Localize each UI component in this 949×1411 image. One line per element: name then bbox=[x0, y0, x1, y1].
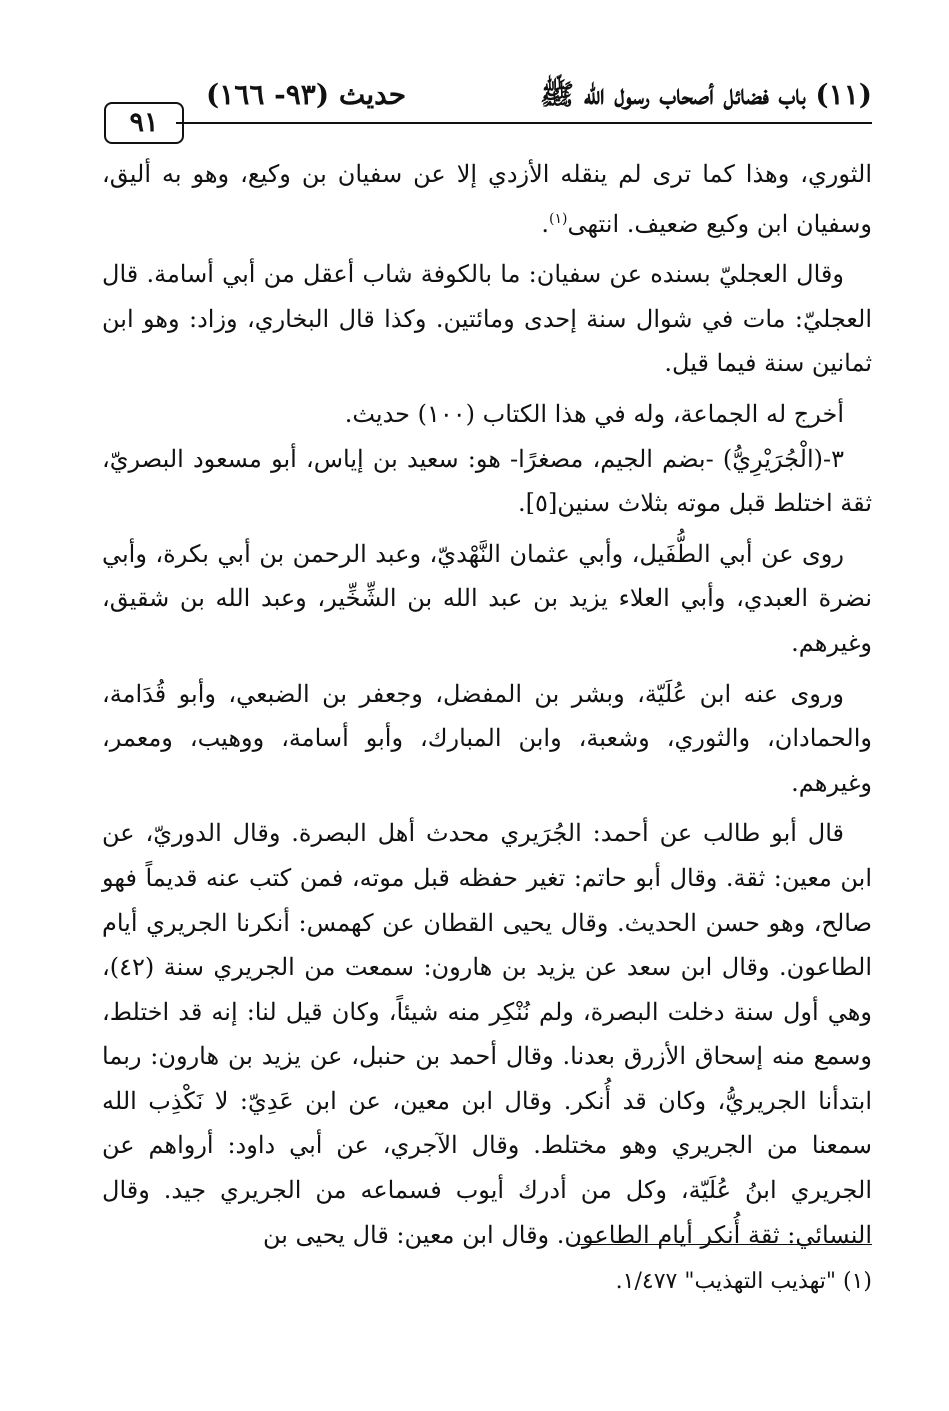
paragraph-3: أخرج له الجماعة، وله في هذا الكتاب (١٠٠) حديث. bbox=[344, 399, 844, 428]
footnote-ref-1[interactable]: (١) bbox=[549, 210, 568, 227]
paragraph-6: وروى عنه ابن عُلَيّة، وبشر بن المفضل، وجعفر بن الضبعي، وأبو قُدَامة، والحمادان، والثوري، وشعبة، وابن المبارك، وأبو أسامة، ووهيب، ومعمر، وغيرهم. bbox=[102, 679, 872, 797]
footnote-separator bbox=[576, 1244, 872, 1245]
chapter-title: (١١) باب فضائل أصحاب رسول الله ﷺ bbox=[540, 78, 872, 111]
paragraph-4-narrator-heading: ٣-(الْجُرَيْرِيُّ) -بضم الجيم، مصغرًا- هو: سعيد بن إياس، أبو مسعود البصريّ، ثقة اختلط قبل موته بثلاث سنين[٥]. bbox=[102, 444, 872, 518]
main-text bbox=[102, 152, 872, 1257]
page-header bbox=[96, 70, 872, 138]
footnote-1: (١) "تهذيب التهذيب" ١/٤٧٧. bbox=[615, 1269, 872, 1294]
paragraph-5: روى عن أبي الطُّفَيل، وأبي عثمان النَّهْديّ، وعبد الرحمن بن أبي بكرة، وأبي نضرة العبدي، وأبي العلاء يزيد بن عبد الله بن الشِّخِّير، وعبد الله بن شقيق، وغيرهم. bbox=[102, 539, 872, 657]
paragraph-1-end: . bbox=[541, 209, 550, 238]
hadith-range: حديث (٩٣- ١٦٦) bbox=[206, 78, 407, 111]
paragraph-1 bbox=[102, 152, 872, 246]
paragraph-1-text: الثوري، وهذا كما ترى لم ينقله الأزدي إلا عن سفيان بن وكيع، وهو به أليق، وسفيان ابن وكيع ضعيف. انتهى bbox=[102, 160, 872, 238]
page-number: ٩١ bbox=[104, 102, 184, 144]
paragraph-7: قال أبو طالب عن أحمد: الجُرَيري محدث أهل البصرة. وقال الدوريّ، عن ابن معين: ثقة. وقال أبو حاتم: تغير حفظه قبل موته، فمن كتب عنه قديماً فهو صالح، وهو حسن الحديث. وقال يحيى القطان عن كهمس: أنكرنا الجريري أيام الطاعون. وقال ابن سعد عن يزيد بن هارون: سمعت من الجريري سنة (٤٢)، وهي أول سنة دخلت البصرة، ولم نُنْكِر منه شيئاً، وكان قيل لنا: إنه قد اختلط، وسمع منه إسحاق الأزرق بعدنا. وقال أحمد بن حنبل، عن يزيد بن هارون: ربما ابتدأنا الجريريُّ، وكان قد أُنكر. وقال ابن معين، عن ابن عَدِيّ: لا نَكْذِب الله سمعنا من الجريري وهو مختلط. وقال الآجري، عن أبي داود: أرواهم عن الجريري ابنُ عُلَيّة، وكل من أدرك أيوب فسماعه من الجريري جيد. وقال النسائي: ثقة أُنكر أيام الطاعون. وقال ابن معين: قال يحيى بن bbox=[102, 819, 872, 1249]
paragraph-2: وقال العجليّ بسنده عن سفيان: ما بالكوفة شاب أعقل من أبي أسامة. قال العجليّ: مات في شوال سنة إحدى ومائتين. وكذا قال البخاري، وزاد: وهو ابن ثمانين سنة فيما قيل. bbox=[102, 260, 872, 378]
header-rule bbox=[176, 122, 872, 124]
